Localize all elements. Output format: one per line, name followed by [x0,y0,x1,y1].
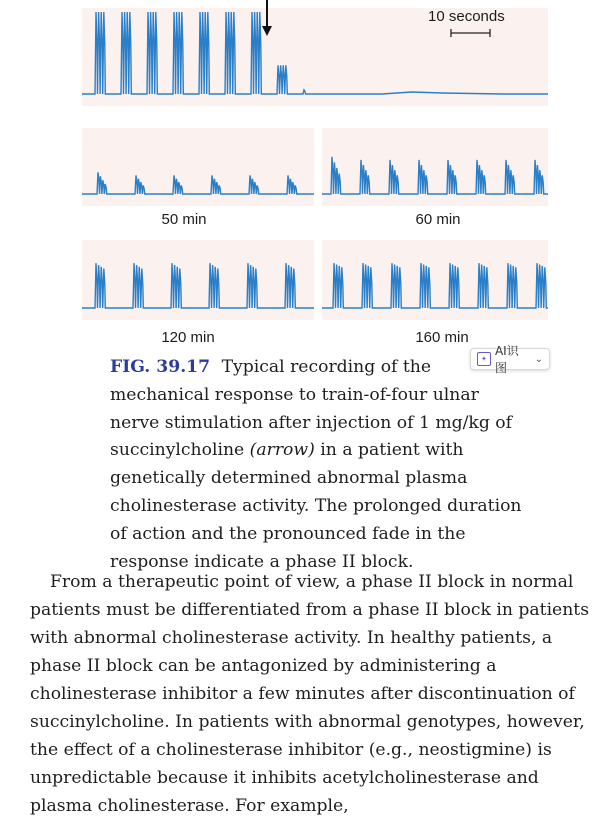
panel-label-60-min: 60 min [415,211,461,228]
body-paragraph: From a therapeutic point of view, a phase II block in normal patients must be differentiated from a phase II block in patients with abnormal cholinesterase activity. In healthy patients, a phase II block can be antagonized by administering a cholinesterase inhibitor a few minutes after discontinuation of succinylcholine. In patients with abnormal genotypes, however, the effect of a cholinesterase inhibitor (e.g., neostigmine) is unpredictable because it inhibits acetylcholinesterase and plasma cholinesterase. For example, [30,572,590,816]
scale-bar-label: 10 seconds [428,8,505,25]
trace-line [82,172,314,194]
figure-caption [110,354,530,576]
trace-line [322,263,548,308]
trace-60-min [322,128,548,206]
trace-120-min [82,240,314,320]
trace-line [322,157,548,194]
scale-bar [450,28,492,38]
injection-arrow-icon [260,0,274,38]
panel-label-120-min: 120 min [161,329,215,346]
panel-60-min [322,128,548,206]
panel-120-min [82,240,314,320]
panel-160-min [322,240,548,320]
chevron-down-icon[interactable]: ⌄ [534,353,543,365]
ai-scan-icon: ✦ [477,352,491,366]
trace-160-min [322,240,548,320]
caption-text-2: in a patient with genetically determined abnormal plasma cholinesterase activity. The prolonged duration of action and the pronounced fade in the response indicate a phase II block. [110,440,522,572]
figure-number: FIG. 39.17 [110,357,211,377]
body-text [30,568,600,820]
figure-39-17 [0,0,614,350]
ai-badge-label: AI识图 [494,344,519,375]
caption-text-1: Typical recording of the mechanical response to train-of-four ulnar nerve stimulation after injection of 1 mg/kg of succinylcholine [110,357,513,461]
panel-label-50-min: 50 min [161,211,207,228]
trace-line [82,263,314,308]
trace-50-min [82,128,314,206]
caption-arrow-text: (arrow) [249,440,315,461]
panel-50-min [82,128,314,206]
panel-label-160-min: 160 min [415,329,469,346]
